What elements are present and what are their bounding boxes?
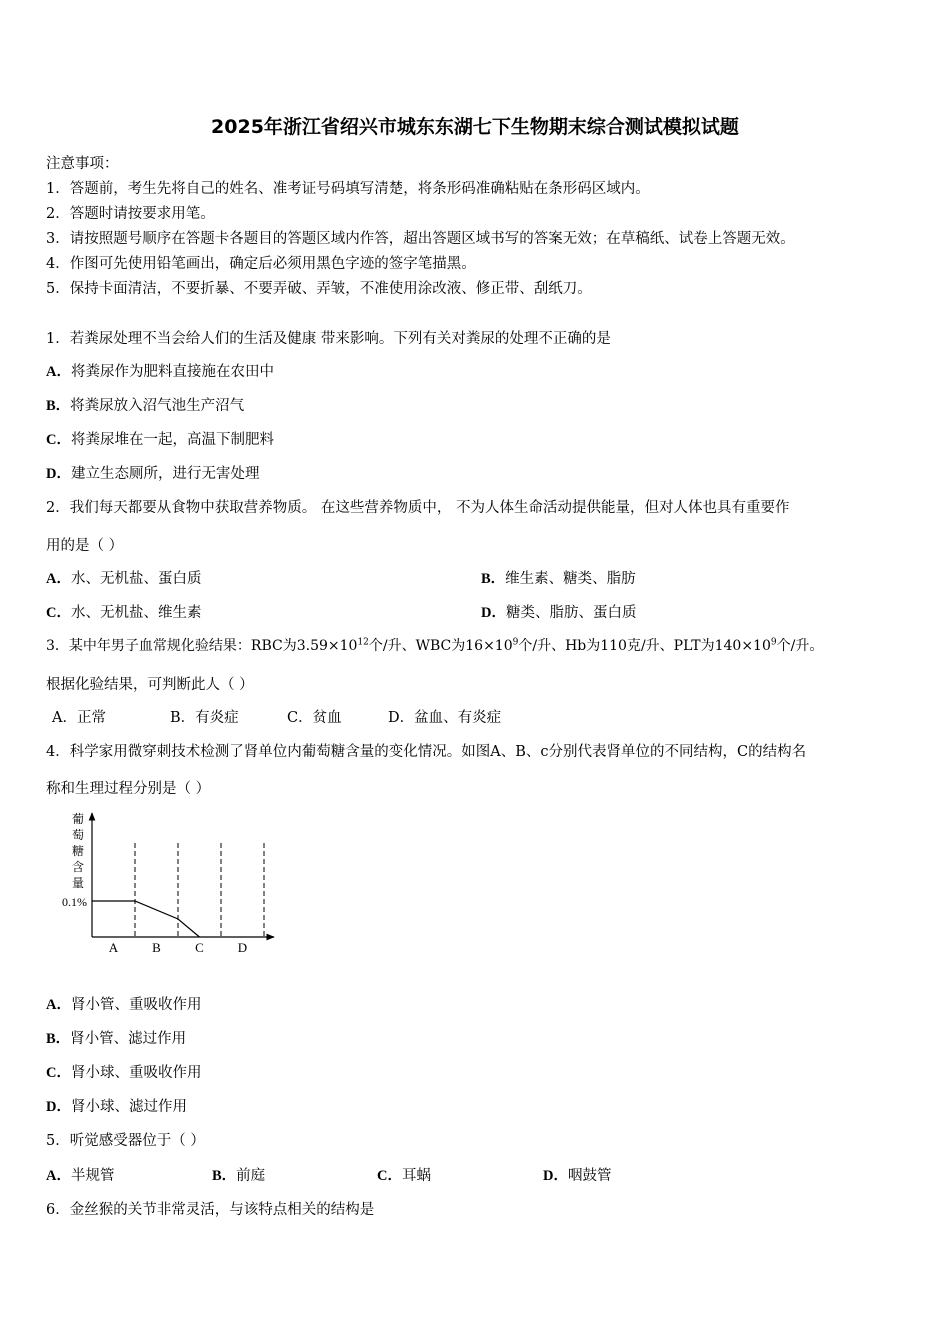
q2-option-a[interactable]: A．水、无机盐、蛋白质 — [46, 571, 202, 587]
page-title: 2025年浙江省绍兴市城东东湖七下生物期末综合测试模拟试题 — [211, 116, 739, 138]
notice-item: 1．答题前，考生先将自己的姓名、准考证号码填写清楚，将条形码准确粘贴在条形码区域内。 — [46, 181, 650, 197]
notice-item: 5．保持卡面清洁，不要折暴、不要弄破、弄皱，不准使用涂改液、修正带、刮纸刀。 — [46, 281, 592, 297]
q4-stem: 4．科学家用微穿刺技术检测了肾单位内葡萄糖含量的变化情况。如图A、B、c分别代表肾单位的不同结构，C的结构名 — [46, 744, 807, 760]
q3-option-c[interactable]: C．贫血 — [287, 710, 342, 726]
x-category-label: B — [152, 940, 161, 955]
y-tick-label: 0.1% — [62, 895, 87, 909]
q4-option-c[interactable]: C．肾小球、重吸收作用 — [46, 1065, 202, 1081]
q6-stem: 6．金丝猴的关节非常灵活，与该特点相关的结构是 — [46, 1202, 375, 1218]
x-category-label: A — [108, 940, 119, 955]
y-label-char: 糖 — [71, 844, 85, 858]
x-category-label: C — [195, 940, 204, 955]
glucose-series-line — [92, 901, 200, 937]
glucose-chart — [46, 805, 286, 965]
notice-item: 3．请按照题号顺序在答题卡各题目的答题区域内作答，超出答题区域书写的答案无效；在草稿纸、试卷上答题无效。 — [46, 231, 795, 247]
y-label-char: 含 — [71, 860, 85, 874]
q1-option-c[interactable]: C．将粪尿堆在一起，高温下制肥料 — [46, 432, 274, 448]
q4-option-d[interactable]: D．肾小球、滤过作用 — [46, 1099, 187, 1115]
q1-option-b[interactable]: B．将粪尿放入沼气池生产沼气 — [46, 398, 245, 414]
q4-option-b[interactable]: B．肾小管、滤过作用 — [46, 1031, 187, 1047]
q2-option-d[interactable]: D．糖类、脂肪、蛋白质 — [481, 605, 637, 621]
notice-item: 2．答题时请按要求用笔。 — [46, 206, 215, 222]
q2-stem: 2．我们每天都要从食物中获取营养物质。 在这些营养物质中， 不为人体生命活动提供能量，但对人体也具有重要作 — [46, 500, 790, 516]
q1-stem: 1．若粪尿处理不当会给人们的生活及健康 带来影响。下列有关对粪尿的处理不正确的是 — [46, 331, 611, 347]
q5-option-d[interactable]: D．咽鼓管 — [543, 1168, 612, 1184]
y-label-char: 量 — [71, 876, 85, 890]
q2-stem-cont: 用的是（ ） — [46, 538, 124, 554]
q5-option-a[interactable]: A．半规管 — [46, 1168, 115, 1184]
q3-option-a[interactable]: A．正常 — [52, 710, 106, 726]
q3-stem: 3．某中年男子血常规化验结果：RBC为$3.59\times 10^{12}$个/升、WBC为$16\times 10^9$个/升、Hb为110克/升、PLT为$140\times 10^9$个/升。 — [46, 637, 824, 654]
q1-option-a[interactable]: A．将粪尿作为肥料直接施在农田中 — [46, 364, 274, 380]
q4-option-a[interactable]: A．肾小管、重吸收作用 — [46, 997, 202, 1013]
y-axis-label — [72, 811, 84, 890]
q3-option-d[interactable]: D．盆血、有炎症 — [388, 710, 502, 726]
q5-stem: 5．听觉感受器位于（ ） — [46, 1133, 205, 1149]
x-category-label: D — [237, 940, 248, 955]
notice-heading: 注意事项： — [46, 156, 119, 172]
q1-option-d[interactable]: D．建立生态厕所，进行无害处理 — [46, 466, 260, 482]
y-label-char: 葡 — [71, 812, 85, 826]
notice-item: 4．作图可先使用铅笔画出，确定后必须用黑色字迹的签字笔描黑。 — [46, 256, 476, 272]
q2-option-b[interactable]: B．维生素、糖类、脂肪 — [481, 571, 636, 587]
q2-option-c[interactable]: C．水、无机盐、维生素 — [46, 605, 202, 621]
q3-option-b[interactable]: B．有炎症 — [170, 710, 239, 726]
q5-option-c[interactable]: C．耳蜗 — [377, 1168, 431, 1184]
q4-stem-cont: 称和生理过程分别是（ ） — [46, 781, 211, 797]
q5-option-b[interactable]: B．前庭 — [212, 1168, 266, 1184]
q3-stem-cont: 根据化验结果，可判断此人（ ） — [46, 677, 254, 693]
y-label-char: 萄 — [71, 828, 85, 842]
